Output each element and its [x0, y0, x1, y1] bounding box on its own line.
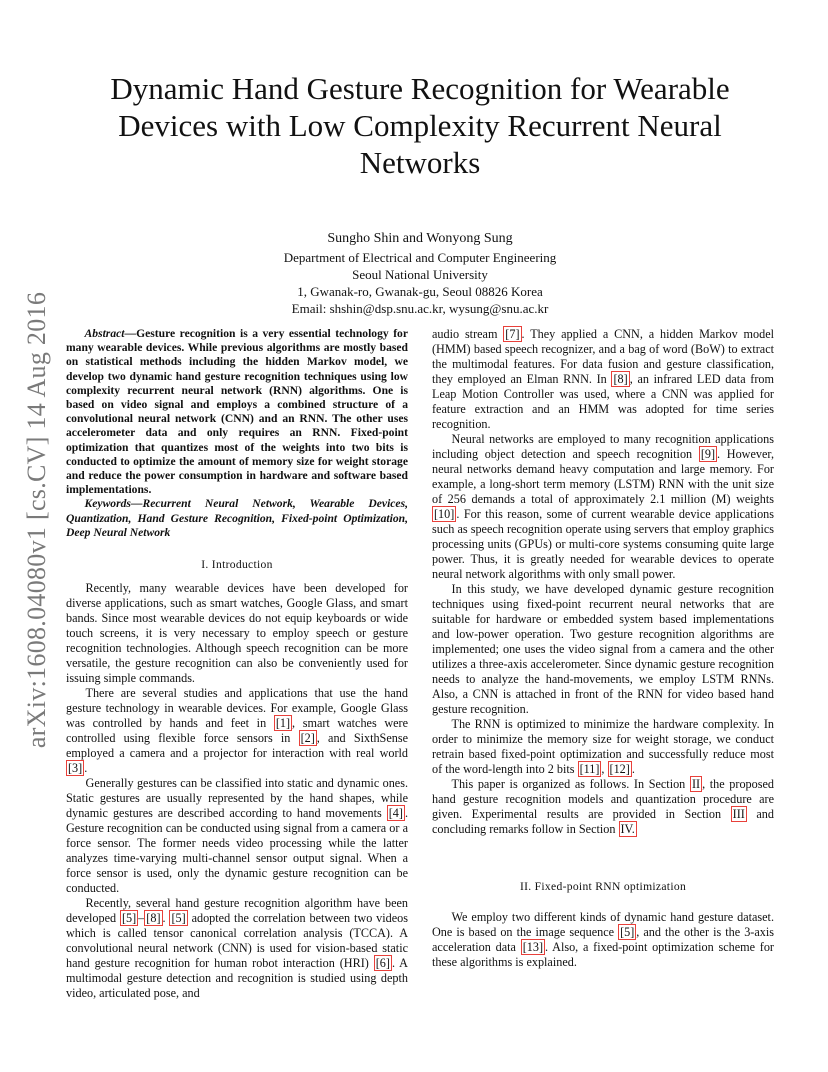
text-span: , smart watches were controlled using flexible force sensors in	[66, 716, 409, 746]
citation-link[interactable]: [8]	[146, 911, 161, 926]
intro-paragraph-1: Recently, many wearable devices have been developed for diverse applications, such as smart watches, Google Glass, and smart bands. Since most wearable devices do not equip keyboards or wide touch screens, it is very necessary to employ speech or gesture recognition technologies. Although speech recognition can be more versatile, the gesture recognition can also be conveniently used for issuing simple commands.	[66, 581, 408, 686]
citation-link[interactable]: [5]	[171, 911, 186, 926]
text-span: There are several studies and applications that use the hand gesture technology in wearable devices. For example, Google Glass was controlled by hands and feet in	[66, 686, 408, 731]
text-span: , and the other is the 3-axis acceleration data	[432, 925, 774, 954]
text-span: .	[84, 761, 88, 776]
text-span: Recently, several hand gesture recognition algorithm have been developed	[66, 896, 408, 926]
citation-link[interactable]: [13]	[522, 940, 544, 954]
citation-link[interactable]: [7]	[505, 327, 520, 341]
text-span: . A multimodal gesture detection and recognition is studied using depth video, articulated pose, and	[66, 956, 408, 1001]
intro-paragraph-3	[66, 776, 408, 896]
section-link[interactable]: IV.	[620, 822, 635, 836]
keywords-label: Keywords	[84, 497, 131, 511]
citation-link[interactable]: [5]	[121, 911, 137, 926]
text-span: Neural networks are employed to many recognition applications including object detection and speech recognition	[432, 432, 774, 461]
section-link[interactable]: III	[732, 807, 745, 821]
citation-link[interactable]: [8]	[613, 372, 628, 386]
text-span: –	[138, 911, 145, 926]
intro-paragraph-4	[66, 896, 408, 1001]
text-span: adopted the correlation between two videos which is called tensor canonical correlation analysis (TCCA). A convolutional neural network (CNN) is used for vision-based static hand gesture recognition for human robot interaction (HRI)	[66, 911, 409, 971]
keywords	[66, 497, 408, 540]
citation-link[interactable]: [3]	[68, 761, 83, 776]
text-span: and concluding remarks follow in Section	[432, 807, 774, 836]
citation-link[interactable]: [9]	[700, 447, 716, 461]
text-span: We employ two different kinds of dynamic hand gesture dataset. One is based on the image sequence	[432, 910, 774, 939]
citation-link[interactable]: [5]	[620, 925, 635, 939]
intro-paragraph-5	[432, 432, 774, 582]
intro-paragraph-8	[432, 777, 774, 837]
abstract-text: —Gesture recognition is a very essential technology for many wearable devices. While previous algorithms are mostly based on statistical methods including the hidden Markov model, we develop two dynamic hand gesture recognition techniques using low complexity recurrent neural network (RNN) algorithms. One is based on video signal and employs a combined structure of a convolutional neural network (CNN) and an RNN. The other uses accelerometer data and only requires an RNN. Fixed-point optimization that quantizes most of the weights into two bits is conducted to optimize the amount of memory size for weight storage and reduce the power consumption in hardware and software based implementations.	[66, 327, 408, 497]
author-block	[200, 230, 640, 317]
text-span: , an infrared LED data from Leap Motion Controller was used, where a CNN was applied for feature extraction and an HMM was adopted for time series recognition.	[432, 372, 774, 431]
section-link[interactable]: II	[691, 777, 701, 791]
left-column	[66, 327, 408, 1001]
affiliation-department: Department of Electrical and Computer Engineering	[283, 250, 557, 265]
text-span: , and SixthSense employed a camera and a projector for interaction with real world	[66, 731, 408, 761]
citation-link[interactable]: [12]	[609, 762, 630, 776]
citation-link[interactable]: [2]	[300, 731, 315, 746]
keywords-text: —Recurrent Neural Network, Wearable Devices, Quantization, Hand Gesture Recognition, Fixed-point Optimization, Deep Neural Network	[66, 497, 408, 539]
text-span: . Gesture recognition can be conducted using signal from a camera or a force sensor. The former needs video processing while the latter analyzes time-varying multi-channel sensor output signal. When a force sensor is used, only the dynamic gesture recognition can be conducted.	[66, 806, 408, 896]
text-span: Generally gestures can be classified into static and dynamic ones. Static gestures are usually represented by the hand shapes, while dynamic gestures are described according to hand movements	[66, 776, 408, 821]
abstract-label: Abstract	[84, 327, 125, 340]
text-span: .	[631, 762, 635, 776]
text-span: .	[162, 911, 170, 926]
arxiv-stamp	[20, 280, 54, 760]
right-column	[432, 327, 774, 970]
affiliation-university: Seoul National University	[352, 267, 488, 282]
author-email: Email: shshin@dsp.snu.ac.kr, wysung@snu.ac.kr	[291, 301, 549, 316]
section-heading-introduction: I. Introduction	[201, 558, 273, 572]
arxiv-id: arXiv:1608.04080v1 [cs.CV] 14 Aug 2016	[22, 291, 52, 749]
intro-paragraph-4-continued	[432, 327, 774, 432]
text-span: , the proposed hand gesture recognition models and quantization procedure are given. Experimental results are provided in Section	[432, 777, 774, 821]
fixed-point-paragraph-1	[432, 910, 774, 970]
section-heading-fixed-point: II. Fixed-point RNN optimization	[519, 880, 687, 893]
citation-link[interactable]: [10]	[434, 507, 455, 521]
author-names: Sungho Shin and Wonyong Sung	[327, 231, 513, 246]
citation-link[interactable]: [1]	[275, 716, 291, 731]
text-span: . For this reason, some of current wearable device applications such as speech recognition operate using servers that employ graphics processing units (GPUs) or multi-core systems consuming quite large power. Thus, it is greatly needed for wearable devices to operate neural network algorithms with only small power.	[432, 507, 774, 581]
citation-link[interactable]: [4]	[388, 806, 403, 821]
text-span: This paper is organized as follows. In Section	[451, 777, 690, 791]
citation-link[interactable]: [11]	[579, 762, 600, 776]
text-span: The RNN is optimized to minimize the hardware complexity. In order to minimize the memory size for weight storage, we conduct retrain based fixed-point optimization and successfully reduce most of the word-length into 2 bits	[432, 717, 774, 776]
text-span: ,	[601, 762, 608, 776]
intro-paragraph-2	[66, 686, 408, 776]
affiliation-address: 1, Gwanak-ro, Gwanak-gu, Seoul 08826 Korea	[297, 284, 543, 299]
text-span: . However, neural networks demand heavy computation and large memory. For example, a long-short term memory (LSTM) RNN with the unit size of 256 demands a total of approximately 2.1 million (M) weights	[432, 447, 774, 506]
abstract	[66, 327, 408, 497]
paper-title: Dynamic Hand Gesture Recognition for Wearable Devices with Low Complexity Recurrent Neural Networks	[110, 71, 730, 180]
intro-paragraph-6: In this study, we have developed dynamic gesture recognition techniques using fixed-point recurrent neural networks that are suitable for hardware or embedded system based implementations and low-power operation. Two gesture recognition algorithms are implemented; one uses the video signal from a camera and the other utilizes a three-axis accelerometer. Since dynamic gesture recognition needs to analyze the hand-movements, we employ LSTM RNNs. Also, a CNN is attached in front of the RNN for video based hand gesture recognition.	[432, 582, 774, 716]
text-span: . They applied a CNN, a hidden Markov model (HMM) based speech recognizer, and a bag of word (BoW) to extract the multimodal features. For data fusion and gesture classification, they employed an Elman RNN. In	[432, 327, 774, 386]
text-span: audio stream	[432, 327, 504, 341]
citation-link[interactable]: [6]	[375, 956, 390, 971]
intro-paragraph-7	[432, 717, 774, 777]
text-span: . Also, a fixed-point optimization scheme for these algorithms is explained.	[432, 940, 774, 969]
